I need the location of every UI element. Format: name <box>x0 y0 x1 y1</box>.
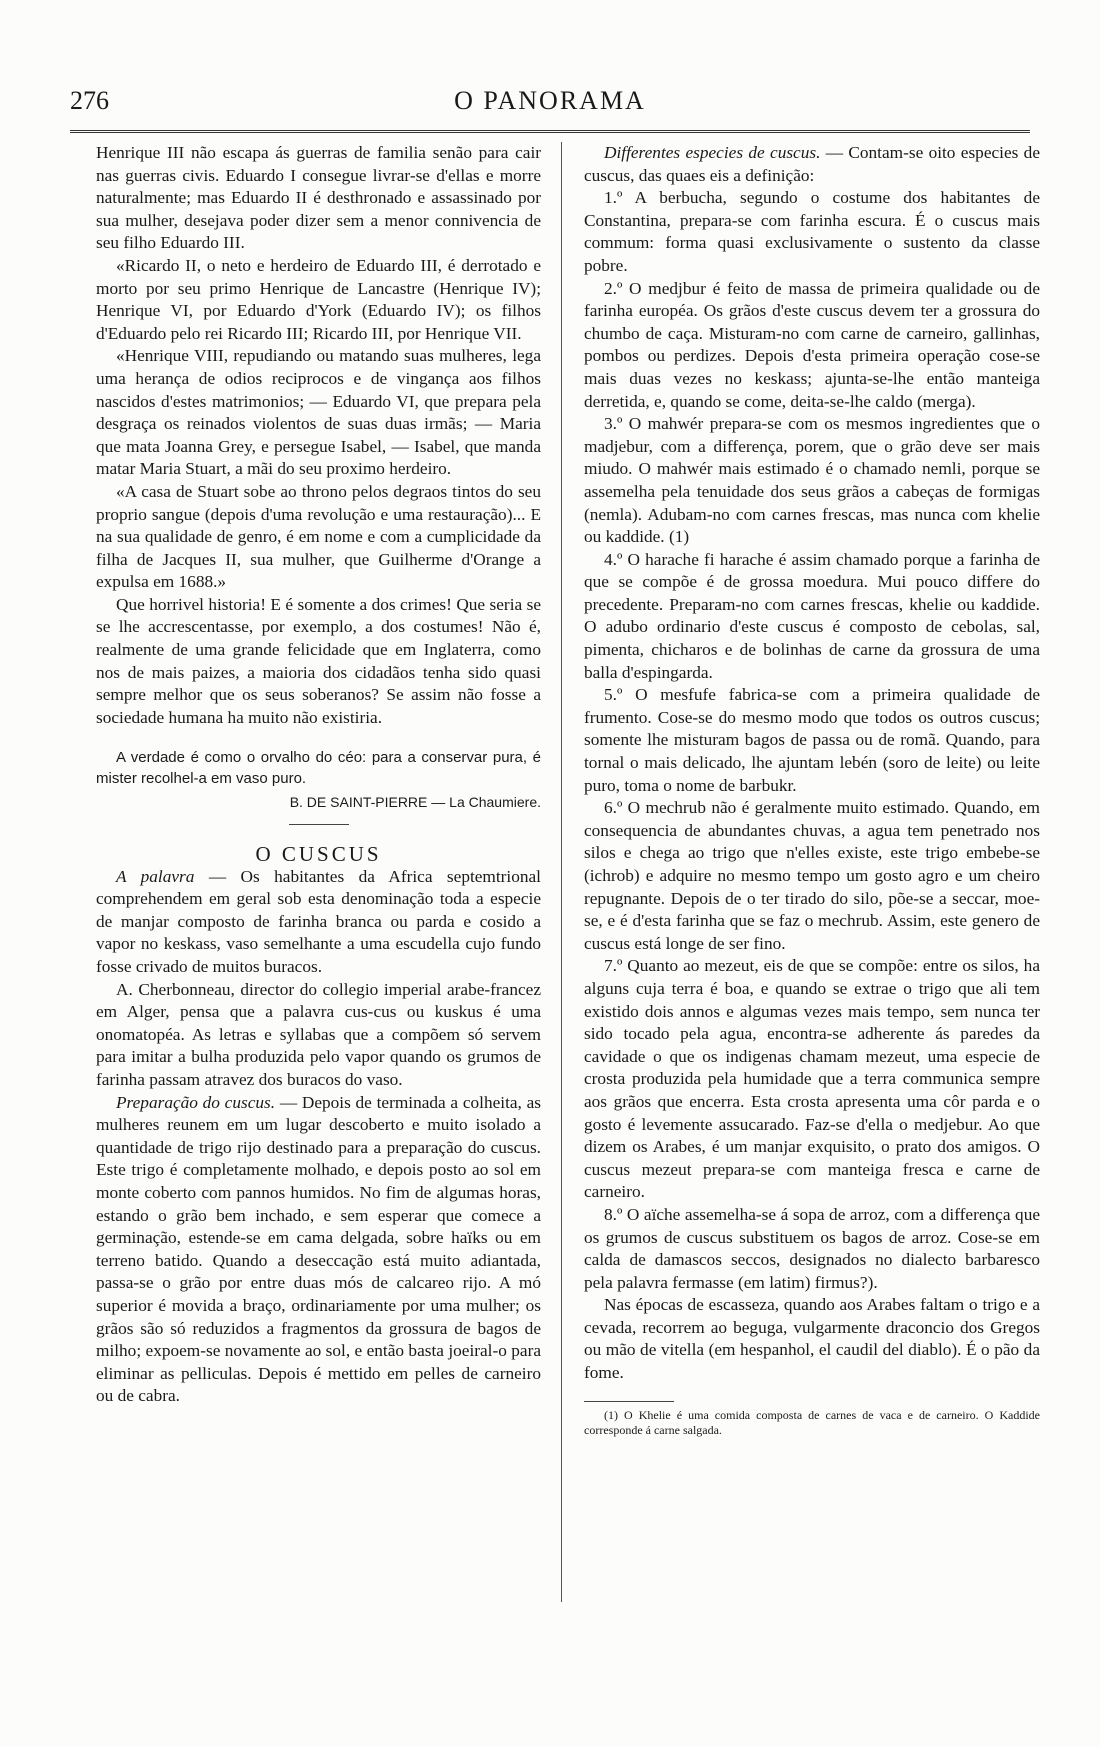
subheading: Preparação do cuscus. <box>116 1092 276 1112</box>
subheading: Differentes especies de cuscus. <box>604 143 821 162</box>
epigraph-quote: A verdade é como o orvalho do céo: para a conservar pura, é mister recolhel-a em vaso puro. <box>96 749 541 788</box>
paragraph <box>584 142 1040 187</box>
header-rule <box>70 130 1030 133</box>
paragraph: Nas épocas de escasseza, quando aos Arabes faltam o trigo e a cevada, recorrem ao beguga, vulgarmente draconcio dos Gregos ou mão de vitella (em hespanhol, el caudil del diablo). É o pão da fome. <box>584 1295 1040 1383</box>
page-header <box>60 82 1040 122</box>
section-title: O CUSCUS <box>255 842 382 867</box>
list-item: 3.º O mahwér prepara-se com os mesmos ingredientes que o madjebur, com a differença, porem, que o grão deve ser mais miudo. O mahwér mais estimado é o chamado nemli, porque se assemelha pela tenuidade dos seus grãos a cabeças de formigas (nemla). Adubam-no com carnes frescas, mas nunca com khelie ou kaddide. (1) <box>584 414 1040 547</box>
paragraph: Henrique III não escapa ás guerras de familia senão para cair nas guerras civis. Eduardo I consegue livrar-se d'ellas e morre naturalmente; mas Eduardo II é desthronado e assassinado por sua mulher, desejava poder dizer sem a menor connivencia de seu filho Eduardo III. <box>96 143 541 253</box>
section-divider <box>289 824 349 825</box>
list-item: 5.º O mesfufe fabrica-se com a primeira qualidade de frumento. Cose-se do mesmo modo que todos os outros cuscus; somente lhe misturam bagos de passa ou de romã. Quando, para tornal o mais delicado, lhe ajuntam lebén (soro de leite) ou leite puro, toma o nome de barbukr. <box>584 685 1040 795</box>
paragraph-text: — Contam-se oito especies de cuscus, das quaes eis a definição: <box>584 143 1040 185</box>
right-column <box>584 142 1040 1438</box>
list-item: 8.º O aïche assemelha-se á sopa de arroz, com a differença que os grumos de cuscus substituem os bagos de arroz. Cose-se em calda de damascos seccos, designados no dialecto barbaresco pela palavra fermasse (em latim) firmus?). <box>584 1204 1040 1292</box>
paragraph <box>96 866 541 979</box>
paragraph-text: — Os habitantes da Africa septemtrional comprehendem em geral sob esta denominação toda a especie de manjar composto de farinha branca ou parda e cosido a vapor no keskass, vaso semelhante a uma escudella cujo fundo fosse crivado de muitos buracos. <box>96 866 541 976</box>
footnote: (1) O Khelie é uma comida composta de carnes de vaca e de carneiro. O Kaddide corresponde á carne salgada. <box>584 1407 1040 1437</box>
paragraph: Que horrivel historia! E é somente a dos crimes! Que seria se se lhe accrescentasse, por exemplo, a dos costumes! Não é, realmente de uma grande felicidade que em Inglaterra, como nos de mais paizes, a maioria dos cidadãos tenha sido quasi sempre melhor que os seus soberanos? Se assim não fosse a sociedade humana ha muito não existiria. <box>96 594 541 727</box>
paragraph: «Ricardo II, o neto e herdeiro de Eduardo III, é derrotado e morto por seu primo Henrique de Lancastre (Henrique IV); Henrique VI, por Eduardo d'York (Eduardo IV); os filhos d'Eduardo pelo rei Ricardo III; Ricardo III, por Henrique VII. <box>96 255 541 343</box>
page-number: 276 <box>70 86 109 115</box>
list-item: 2.º O medjbur é feito de massa de primeira qualidade ou de farinha européa. Os grãos d'este cuscus devem ter a grossura do chumbo de caça. Misturam-no com carne de carneiro, gallinhas, pombos ou perdizes. Depois d'esta primeira operação cose-se mais duas vezes no keskass; ajunta-se-lhe então manteiga derretida, e, quando se come, deita-se-lhe caldo (merga). <box>584 278 1040 411</box>
epigraph-source: B. DE SAINT-PIERRE — La Chaumiere. <box>289 794 541 811</box>
list-item: 6.º O mechrub não é geralmente muito estimado. Quando, em consequencia de abundantes chuvas, a agua tem penetrado nos silos e chega ao trigo que n'elles existe, este trigo embebe-se (ichrob) e adquire no mesmo tempo um gosto agro e um cheiro repugnante. Depois de o ter tirado do silo, põe-se a seccar, moe-se, e é d'esta farinha que se faz o mechrub. Assim, este genero de cuscus está longe de ser fino. <box>584 798 1040 953</box>
paragraph: A. Cherbonneau, director do collegio imperial arabe-francez em Alger, pensa que a palavra cus-cus ou kuskus é uma onomatopéa. As letras e syllabas que a compõem só servem para imitar a bulha produzida pelo vapor quando os grumos de farinha passam atravez dos buracos do vaso. <box>96 979 541 1089</box>
list-item: 1.º A berbucha, segundo o costume dos habitantes de Constantina, prepara-se com farinha escura. É o cuscus mais commum: forma quasi exclusivamente o sustento da classe pobre. <box>584 188 1040 275</box>
paragraph-lead: A palavra <box>116 866 195 886</box>
footnote-divider <box>584 1401 674 1402</box>
list-item: 7.º Quanto ao mezeut, eis de que se compõe: entre os silos, ha alguns cuja terra é boa, e quando se extrae o trigo que ali tem existido dois annos e algumas vezes mais tempo, sem nunca ter sido tocado pela agua, encontra-se adherente ás paredes da cavidade o que os indigenas chamam mezeut, uma especie de crosta produzida pela humidade que a terra communica sempre aos grãos que encerra. Esta crosta apresenta uma côr parda e o gosto é levemente assucarado. Faz-se d'ella o medjebur. Ao que dizem os Arabes, é um manjar exquisito, o prato dos amigos. O cuscus mezeut prepara-se com manteiga fresca e carne de carneiro. <box>584 956 1040 1202</box>
list-item: 4.º O harache fi harache é assim chamado porque a farinha de que se compõe é de grossa moedura. Mui pouco differe do precedente. Preparam-no com carnes frescas, khelie ou kaddide. O adubo ordinario d'este cuscus é composto de cebolas, sal, pimenta, chicharos e de bolinhas de carne da grossura de uma balla d'espingarda. <box>584 549 1040 682</box>
journal-title: O PANORAMA <box>454 86 646 115</box>
paragraph: «Henrique VIII, repudiando ou matando suas mulheres, lega uma herança de odios reciprocos e de vingança aos filhos nascidos d'estes matrimonios; — Eduardo VI, que prepara pela desgraça os reinados violentos de suas duas irmãs; — Maria que mata Joanna Grey, e persegue Isabel, — Isabel, que manda matar Maria Stuart, a mãi do seu proximo herdeiro. <box>96 346 541 479</box>
column-divider <box>561 142 562 1602</box>
paragraph: «A casa de Stuart sobe ao throno pelos degraos tintos do seu proprio sangue (depois d'uma revolução e uma restauração)... E na sua qualidade de genro, é em nome e com a cumplicidade da filha de Jacques II, sua mulher, que Guilherme d'Orange a expulsa em 1688.» <box>96 481 541 592</box>
left-column <box>96 142 541 1408</box>
paragraph <box>96 1092 541 1408</box>
paragraph-text: — Depois de terminada a colheita, as mulheres reunem em um lugar descoberto e muito isolado a quantidade de trigo rijo destinado para a preparação do cuscus. Este trigo é completamente molhado, e depois posto ao sol em monte coberto com pannos humidos. No fim de algumas horas, estando o grão bem inchado, e sem esperar que comece a germinação, estende-se em cama delgada, sobre haïks ou em terreno batido. Quando a deseccação está muito adiantada, passa-se o grão por entre duas mós de calcareo rijo. A mó superior é movida a braço, ordinariamente por uma mulher; os grãos são só reduzidos a fragmentos da grossura de bagos de milho; expoem-se novamente ao sol, e então basta joeiral-o para eliminar as pelliculas. Depois é mettido em pelles de carneiro ou de cabra. <box>96 1092 541 1406</box>
